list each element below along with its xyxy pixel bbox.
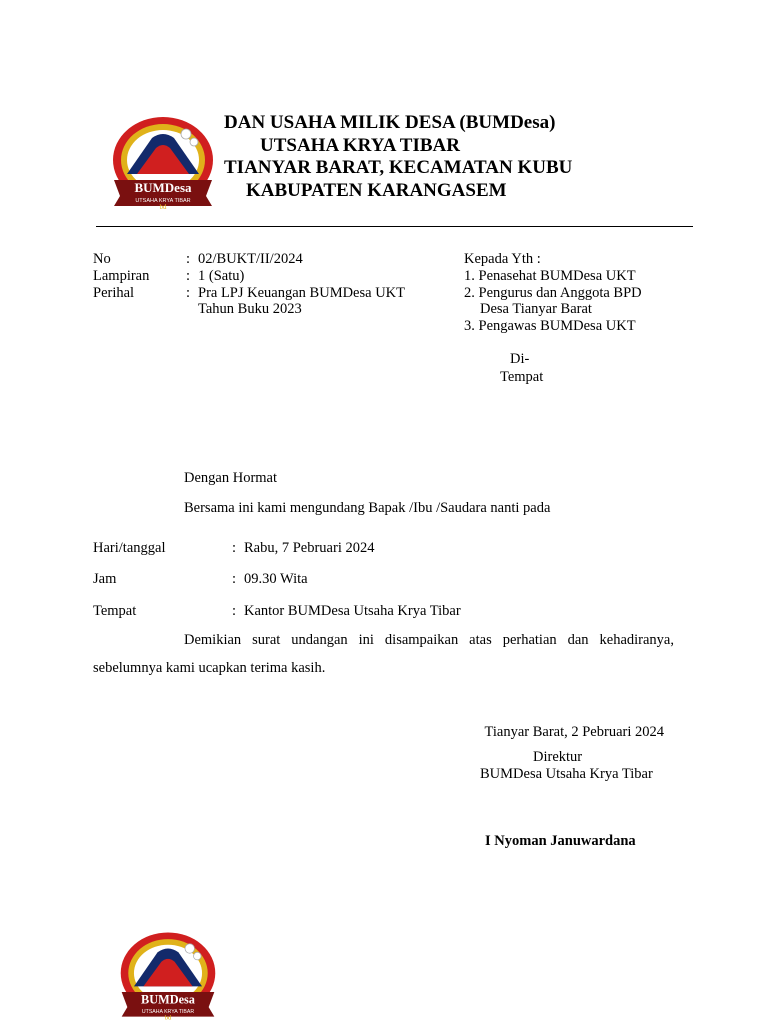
detail-time-sep: :	[232, 571, 237, 587]
meta-lampiran-sep: :	[186, 268, 191, 284]
header-line-4: KABUPATEN KARANGASEM	[246, 180, 507, 201]
logo-bottom-sub-text: UTSAHA KRYA TIBAR	[141, 1008, 195, 1015]
detail-date-value: Rabu, 7 Pebruari 2024	[244, 540, 375, 556]
recipient-di: Di-	[510, 351, 530, 367]
recipient-heading: Kepada Yth :	[464, 251, 541, 267]
header-line-2: UTSAHA KRYA TIBAR	[260, 135, 460, 156]
logo-bottom-bd-text: bd	[164, 1014, 172, 1022]
intro-text: Bersama ini kami mengundang Bapak /Ibu /Saudara nanti pada	[184, 500, 551, 516]
closing-paragraph: Demikian surat undangan ini disampaikan atas perhatian dan kehadiranya, sebelumnya kami ucapkan terima kasih.	[93, 632, 674, 676]
bumdesa-logo-bottom	[116, 928, 220, 1022]
recipient-item-3: 3. Pengawas BUMDesa UKT	[464, 318, 636, 334]
detail-date-sep: :	[232, 540, 237, 556]
signature-org: BUMDesa Utsaha Krya Tibar	[480, 766, 653, 782]
signature-name: I Nyoman Januwardana	[485, 833, 636, 849]
header-line-1: DAN USAHA MILIK DESA (BUMDesa)	[224, 112, 556, 133]
logo-bottom-text: bd	[159, 203, 167, 210]
detail-place-label: Tempat	[93, 603, 137, 619]
recipient-item-2: 2. Pengurus dan Anggota BPD	[464, 285, 642, 301]
bumdesa-logo	[108, 114, 218, 210]
recipient-tempat: Tempat	[500, 369, 544, 385]
signature-place-date: Tianyar Barat, 2 Pebruari 2024	[484, 724, 664, 740]
detail-time-value: 09.30 Wita	[244, 571, 308, 587]
meta-perihal-value-line2: Tahun Buku 2023	[198, 301, 302, 317]
meta-no-value: 02/BUKT/II/2024	[198, 251, 303, 267]
header-divider	[96, 226, 693, 227]
detail-place-sep: :	[232, 603, 237, 619]
meta-perihal-sep: :	[186, 285, 191, 301]
meta-perihal-value: Pra LPJ Keuangan BUMDesa UKT	[198, 285, 405, 301]
logo-sub-text: UTSAHA KRYA TIBAR	[135, 198, 191, 204]
detail-place-value: Kantor BUMDesa Utsaha Krya Tibar	[244, 603, 461, 619]
logo-banner-text: BUMDesa	[134, 180, 192, 195]
greeting: Dengan Hormat	[184, 470, 278, 486]
logo-bottom-banner-text: BUMDesa	[141, 992, 195, 1007]
header-line-3: TIANYAR BARAT, KECAMATAN KUBU	[224, 157, 573, 178]
meta-no-label: No	[93, 251, 111, 267]
recipient-item-1: 1. Penasehat BUMDesa UKT	[464, 268, 636, 284]
meta-no-sep: :	[186, 251, 191, 267]
recipient-item-2-cont: Desa Tianyar Barat	[480, 301, 592, 317]
meta-lampiran-label: Lampiran	[93, 268, 150, 284]
meta-perihal-label: Perihal	[93, 285, 135, 301]
detail-date-label: Hari/tanggal	[93, 540, 166, 556]
signature-title: Direktur	[533, 749, 583, 765]
meta-lampiran-value: 1 (Satu)	[198, 268, 245, 284]
detail-time-label: Jam	[93, 571, 117, 587]
